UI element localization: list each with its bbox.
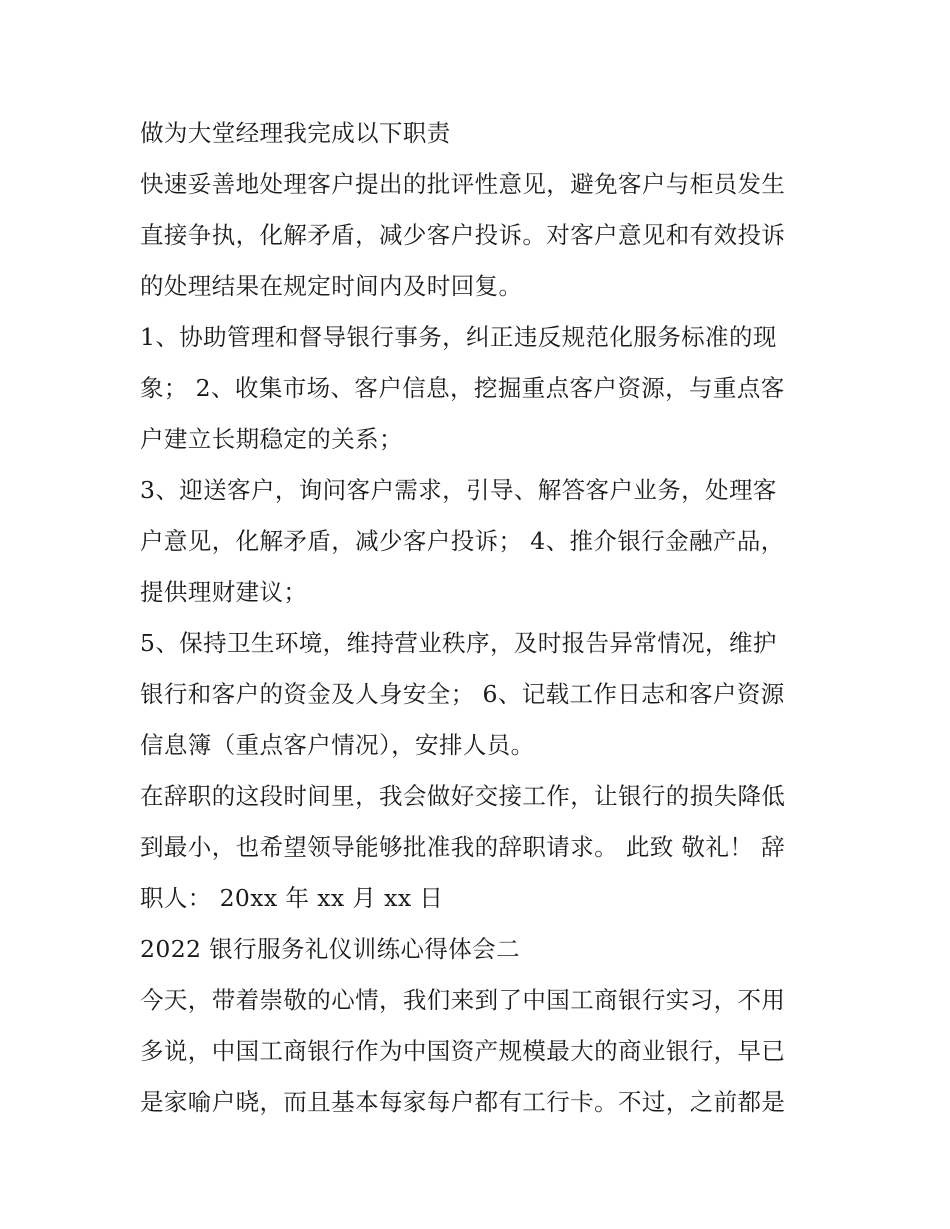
paragraph-line: 是家喻户晓，而且基本每家每户都有工行卡。不过，之前都是 <box>140 1088 786 1116</box>
paragraph-line: 银行和客户的资金及人身安全； 6、记载工作日志和客户资源 <box>140 680 785 708</box>
paragraph-line: 1、协助管理和督导银行事务，纠正违反规范化服务标准的现 <box>140 323 777 351</box>
paragraph-line: 直接争执，化解矛盾，减少客户投诉。对客户意见和有效投诉 <box>140 221 786 249</box>
paragraph-line: 今天，带着崇敬的心情，我们来到了中国工商银行实习，不用 <box>140 986 786 1014</box>
paragraph-line: 在辞职的这段时间里，我会做好交接工作，让银行的损失降低 <box>140 782 786 810</box>
paragraph-line: 的处理结果在规定时间内及时回复。 <box>140 272 523 300</box>
paragraph-line: 信息簿（重点客户情况），安排人员。 <box>140 731 535 759</box>
paragraph-line: 户意见，化解矛盾，减少客户投诉； 4、推介银行金融产品， <box>140 527 785 555</box>
paragraph-line: 快速妥善地处理客户提出的批评性意见，避免客户与柜员发生 <box>140 170 786 198</box>
section-heading: 2022 银行服务礼仪训练心得体会二 <box>140 935 520 963</box>
paragraph-line: 多说，中国工商银行作为中国资产规模最大的商业银行，早已 <box>140 1037 786 1065</box>
paragraph-line: 5、保持卫生环境，维持营业秩序，及时报告异常情况，维护 <box>140 629 777 657</box>
signature-line: 职人： 20xx 年 xx 月 xx 日 <box>140 884 444 912</box>
document-body <box>140 108 820 1128</box>
paragraph-line: 户建立长期稳定的关系； <box>140 425 403 453</box>
paragraph-line: 到最小，也希望领导能够批准我的辞职请求。 此致 敬礼！ 辞 <box>140 833 786 861</box>
section-heading: 做为大堂经理我完成以下职责 <box>140 119 451 147</box>
paragraph-line: 象； 2、收集市场、客户信息，挖掘重点客户资源，与重点客 <box>140 374 785 402</box>
paragraph-line: 3、迎送客户，询问客户需求，引导、解答客户业务，处理客 <box>140 476 777 504</box>
paragraph-line: 提供理财建议； <box>140 578 308 606</box>
